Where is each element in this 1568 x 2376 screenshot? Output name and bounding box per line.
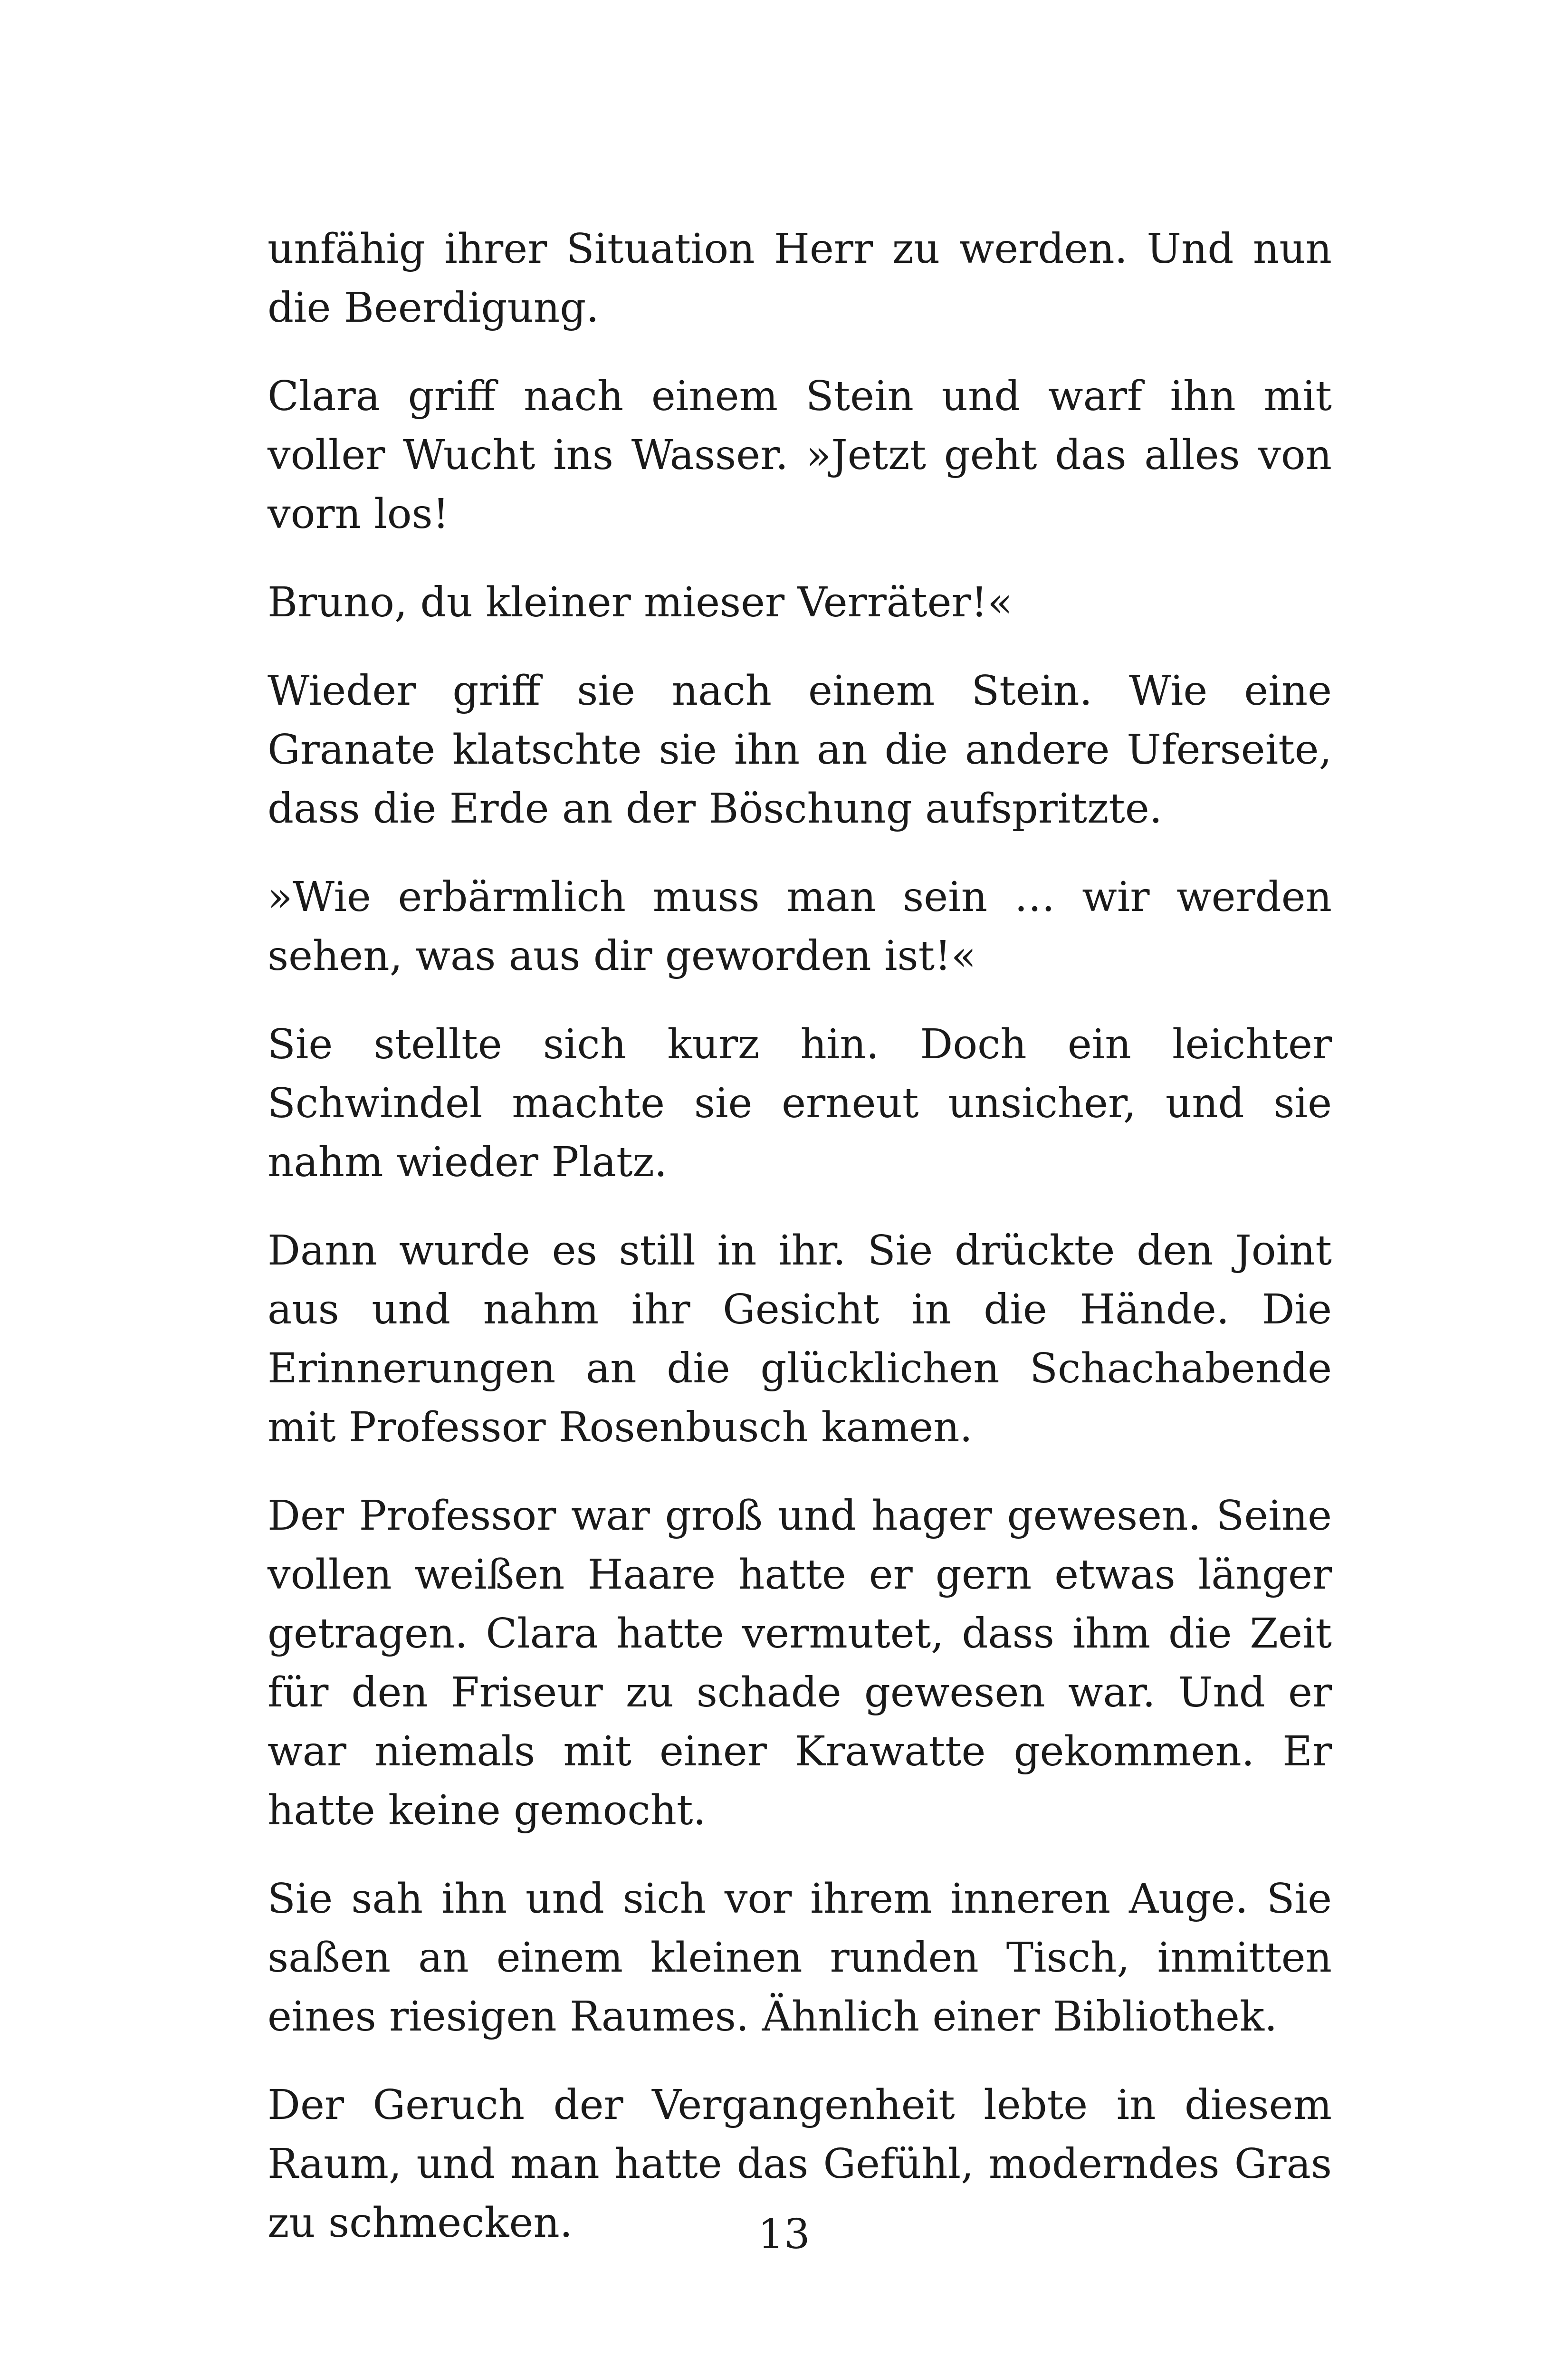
page-number: 13 bbox=[758, 2211, 810, 2258]
paragraph: Clara griff nach einem Stein und warf ihn mit voller Wucht ins Wasser. »Jetzt geht das alles von vorn los! bbox=[268, 373, 1332, 538]
paragraph: Dann wurde es still in ihr. Sie drückte den Joint aus und nahm ihr Gesicht in die Hände. Die Erinnerungen an die glücklichen Schachabende mit Professor Rosenbusch kamen. bbox=[268, 1227, 1332, 1451]
paragraph: Der Geruch der Vergangenheit lebte in diesem Raum, und man hatte das Gefühl, moderndes Gras zu schmecken. bbox=[268, 2081, 1332, 2247]
paragraph: Wieder griff sie nach einem Stein. Wie eine Granate klatschte sie ihn an die andere Uferseite, dass die Erde an der Böschung aufspritzte. bbox=[268, 667, 1332, 833]
paragraph: Sie sah ihn und sich vor ihrem inneren Auge. Sie saßen an einem kleinen runden Tisch, inmitten eines riesigen Raumes. Ähnlich einer Bibliothek. bbox=[268, 1875, 1332, 2041]
body-text bbox=[268, 220, 1332, 2252]
paragraph: Der Professor war groß und hager gewesen. Seine vollen weißen Haare hatte er gern etwas länger getragen. Clara hatte vermutet, dass ihm die Zeit für den Friseur zu schade gewesen war. Und er war niemals mit einer Krawatte gekommen. Er hatte keine gemocht. bbox=[268, 1492, 1332, 1834]
paragraph: unfähig ihrer Situation Herr zu werden. Und nun die Beerdigung. bbox=[268, 225, 1332, 332]
paragraph: Bruno, du kleiner mieser Verräter!« bbox=[268, 579, 1013, 626]
paragraph: Sie stellte sich kurz hin. Doch ein leichter Schwindel machte sie erneut unsicher, und sie nahm wieder Platz. bbox=[268, 1021, 1332, 1186]
paragraph: »Wie erbärmlich muss man sein … wir werden sehen, was aus dir geworden ist!« bbox=[268, 873, 1332, 980]
